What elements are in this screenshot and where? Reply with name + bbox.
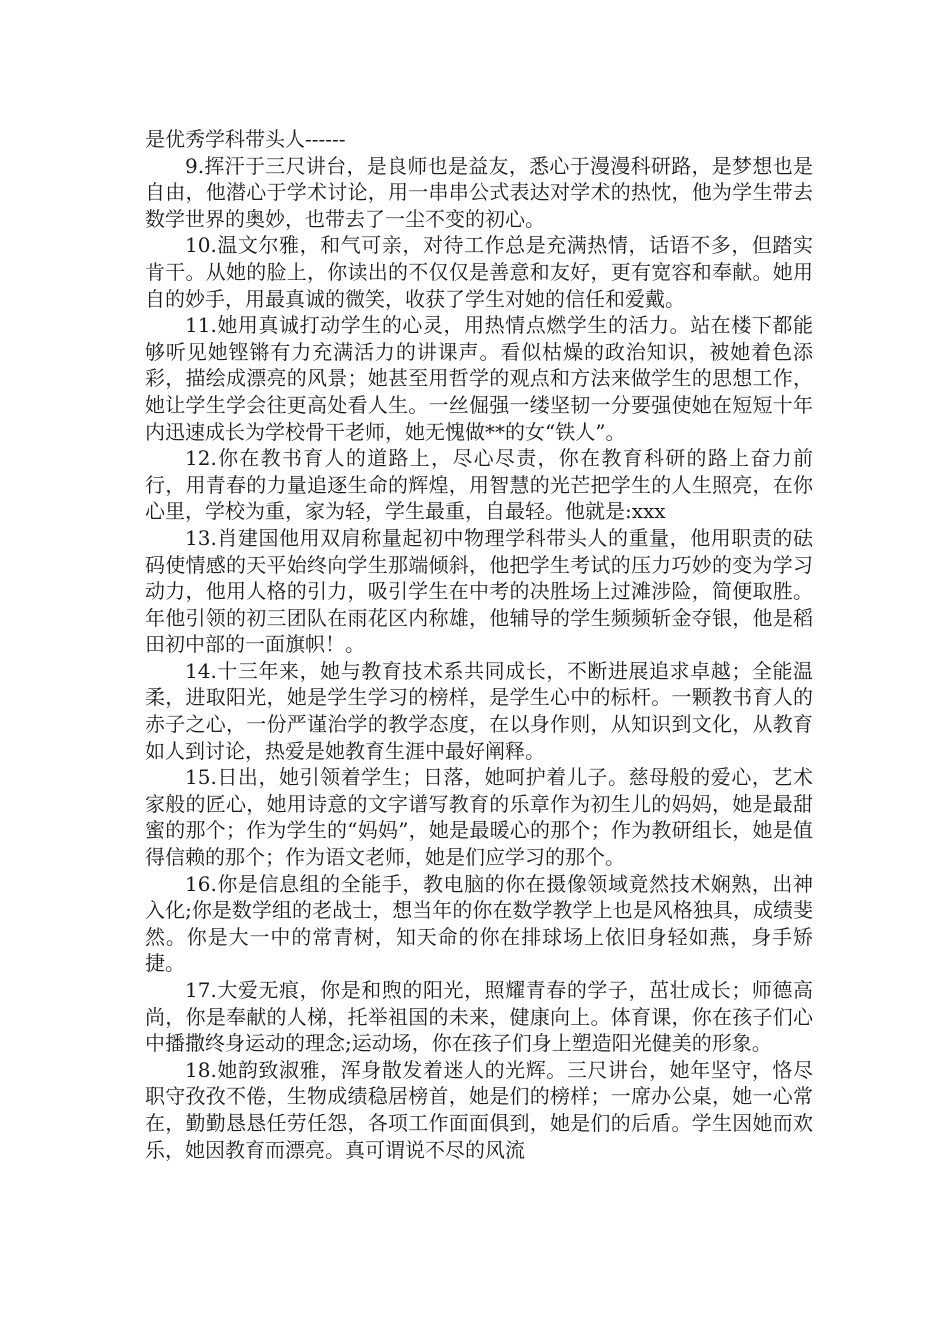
document-body xyxy=(145,126,813,1163)
paragraph-12: 12.你在教书育人的道路上，尽心尽责，你在教育科研的路上奋力前行，用青春的力量追逐生命的辉煌，用智慧的光芒把学生的人生照亮，在你心里，学校为重，家为轻，学生最重，自最轻。他就是:xxx xyxy=(145,446,813,524)
paragraph-10: 10.温文尔雅，和气可亲，对待工作总是充满热情，话语不多，但踏实肯干。从她的脸上，你读出的不仅仅是善意和友好，更有宽容和奉献。她用自的妙手，用最真诚的微笑，收获了学生对她的信任和爱戴。 xyxy=(145,233,813,311)
paragraph-11: 11.她用真诚打动学生的心灵，用热情点燃学生的活力。站在楼下都能够听见她铿锵有力充满活力的讲课声。看似枯燥的政治知识，被她着色添彩，描绘成漂亮的风景；她甚至用哲学的观点和方法来做学生的思想工作，她让学生学会往更高处看人生。一丝倔强一缕坚韧一分要强使她在短短十年内迅速成长为学校骨干老师，她无愧做**的女“铁人”。 xyxy=(145,313,813,444)
paragraph-14: 14.十三年来，她与教育技术系共同成长，不断进展追求卓越；全能温柔，进取阳光，她是学生学习的榜样，是学生心中的标杆。一颗教书育人的赤子之心，一份严谨治学的教学态度，在以身作则，从知识到文化，从教育如人到讨论，热爱是她教育生涯中最好阐释。 xyxy=(145,658,813,763)
paragraph-continuation: 是优秀学科带头人------ xyxy=(145,127,346,151)
paragraph-16: 16.你是信息组的全能手，教电脑的你在摄像领域竟然技术娴熟，出神入化;你是数学组的老战士，想当年的你在数学教学上也是风格独具，成绩斐然。你是大一中的常青树，知天命的你在排球场上依旧身轻如燕，身手矫捷。 xyxy=(145,871,813,976)
paragraph-18: 18.她韵致淑雅，浑身散发着迷人的光辉。三尺讲台，她年坚守，恪尽职守孜孜不倦，生物成绩稳居榜首，她是们的榜样；一席办公桌，她一心常在，勤勤恳恳任劳任怨，各项工作面面俱到，她是们的后盾。学生因她而欢乐，她因教育而漂亮。真可谓说不尽的风流 xyxy=(145,1057,813,1162)
paragraph-13: 13.肖建国他用双肩称量起初中物理学科带头人的重量，他用职责的砝码使情感的天平始终向学生那端倾斜，他把学生考试的压力巧妙的变为学习动力，他用人格的引力，吸引学生在中考的决胜场上过滩涉险，简便取胜。年他引领的初三团队在雨花区内称雄，他辅导的学生频频斩金夺银，他是稻田初中部的一面旗帜！。 xyxy=(145,525,813,657)
paragraph-17: 17.大爱无痕，你是和煦的阳光，照耀青春的学子，茁壮成长；师德高尚，你是奉献的人梯，托举祖国的未来，健康向上。体育课，你在孩子们心中播撒终身运动的理念;运动场，你在孩子们身上塑造阳光健美的形象。 xyxy=(145,978,813,1056)
paragraph-9: 9.挥汗于三尺讲台，是良师也是益友，悉心于漫漫科研路，是梦想也是自由，他潜心于学术讨论，用一串串公式表达对学术的热忱，他为学生带去数学世界的奥妙，也带去了一尘不变的初心。 xyxy=(145,153,813,231)
paragraph-15: 15.日出，她引领着学生；日落，她呵护着儿子。慈母般的爱心，艺术家般的匠心，她用诗意的文字谱写教育的乐章作为初生儿的妈妈，她是最甜蜜的那个；作为学生的“妈妈”，她是最暖心的那个；作为教研组长，她是值得信赖的那个；作为语文老师，她是们应学习的那个。 xyxy=(145,765,813,870)
